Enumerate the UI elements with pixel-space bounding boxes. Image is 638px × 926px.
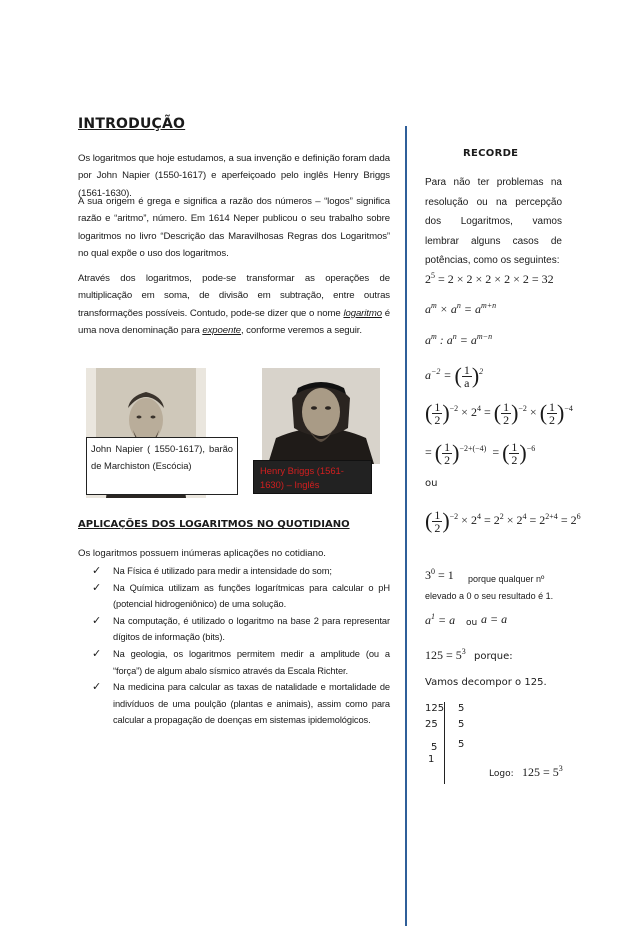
applications-intro: Os logaritmos possuem inúmeras aplicações no cotidiano. (78, 548, 326, 559)
division-right-1: 5 (458, 719, 465, 730)
division-left-1: 25 (425, 719, 438, 730)
list-item: ✓ Na geologia, os logaritmos permitem medir a amplitude (ou a “força”) de algum abalo sísmico através da Escala Richter. (92, 647, 390, 676)
list-item: ✓ Na medicina para calcular as taxas de natalidade e mortalidade de indivíduos de uma poulção (plantas e animais), assim como para calcular a propagação de doenças em sistemas ipidemológicos. (92, 681, 390, 726)
sidebar-divider (405, 126, 407, 926)
formula-125-power: $125 = 5^3$ (425, 647, 466, 662)
division-left-0: 125 (425, 703, 445, 714)
formula-fraction-exponent: = ( $\frac{1}{2}$ )$^{-2+(-4)}$ = ( $\frac{1}{2}$ )$^{-6}$ (425, 439, 536, 467)
or-label-1: ou (425, 478, 438, 489)
formula-negative-exponent: $a^{-2}$ = ( $\frac{1}{a}$ )$^2$ (425, 362, 484, 390)
briggs-portrait (262, 368, 380, 464)
division-right-2: 5 (458, 739, 465, 750)
intro-paragraph-2: A sua origem é grega e significa a razão dos números – “logos” significa razão e “aritmo”, número. Em 1614 Neper publicou o seu trabalho sobre logaritmos no livro “Descrição das Maravilhosas Regras dos Logaritmos” no qual expõe o uso dos logaritmos. (78, 196, 390, 260)
logo-label: Logo: (489, 769, 514, 779)
formula-quotient-rule: $a^m$ : $a^n = a^{m-n}$ (425, 332, 493, 347)
list-item: ✓ Na Física é utilizado para medir a intensidade do som; (92, 563, 390, 580)
formula-power-of-two: $2^5 = 2 \times 2 \times 2 \times 2 \times 2 = 32$ (425, 271, 554, 286)
formula-identity: a = a (481, 612, 508, 626)
formula-power-sum: ( $\frac{1}{2}$ )$^{-2} \times 2^4 = 2^2 \times 2^4 = 2^{2+4} = 2^6$ (425, 507, 581, 535)
sidebar-intro: Para não ter problemas na resolução ou na percepção dos Logaritmos, vamos lembrar alguns casos de potências, como os seguintes: (425, 177, 562, 267)
check-icon: ✓ (92, 565, 102, 577)
check-icon: ✓ (92, 581, 102, 594)
or-label-2: ou (466, 618, 478, 628)
division-rule (444, 702, 445, 784)
division-left-3: 1 (428, 754, 435, 765)
division-left-2: 5 (431, 742, 438, 753)
intro-paragraph-3: Através dos logaritmos, pode-se transformar as operações de multiplicação em soma, de divisão em subtração, entre outras transformações possíveis. Contudo, pode-se dizer que o nome logaritmo é uma nova denominação para expoente, conforme veremos a seguir. (78, 273, 390, 337)
check-icon: ✓ (92, 647, 102, 660)
intro-paragraph-1: Os logaritmos que hoje estudamos, a sua invenção e definição foram dada por John Napier (1550-1617) e aperfeiçoado pelo inglês Henry Briggs (1561-1630). (78, 153, 390, 199)
formula-first-power: $a^1 = a$ (425, 612, 456, 627)
napier-caption: John Napier ( 1550-1617), barão de Marchiston (Escócia) (86, 437, 238, 495)
sidebar-title: RECORDE (463, 148, 519, 159)
applications-list (92, 563, 390, 729)
list-item: ✓ Na Química utilizam as funções logarítmicas para calcular o pH (potencial hidrogeniônico) de uma solução. (92, 581, 390, 610)
zero-exponent-note-text: porque qualquer nº elevado a 0 o seu resultado é 1. (425, 574, 554, 601)
decompose-text: Vamos decompor o 125. (425, 677, 547, 688)
check-icon: ✓ (92, 681, 102, 694)
list-item: ✓ Na computação, é utilizado o logaritmo na base 2 para representar dígitos de informação (bits). (92, 614, 390, 643)
formula-zero-exponent: $3^0 = 1$ (425, 567, 454, 582)
formula-fraction-product: ( $\frac{1}{2}$ )$^{-2} \times 2^4$ = ( $\frac{1}{2}$ )$^{-2}$ × ( $\frac{1}{2}$ )$^{-4}$ (425, 399, 573, 427)
because-label: porque: (474, 651, 513, 662)
briggs-caption: Henry Briggs (1561-1630) – Inglês (253, 460, 372, 494)
formula-125-conclusion: $125 = 5^3$ (522, 764, 563, 779)
page-title: INTRODUÇÃO (78, 116, 186, 132)
applications-title: APLICAÇÕES DOS LOGARITMOS NO QUOTIDIANO (78, 519, 350, 530)
formula-product-rule: $a^m \times a^n = a^{m+n}$ (425, 301, 497, 316)
check-icon: ✓ (92, 614, 102, 627)
division-right-0: 5 (458, 703, 465, 714)
